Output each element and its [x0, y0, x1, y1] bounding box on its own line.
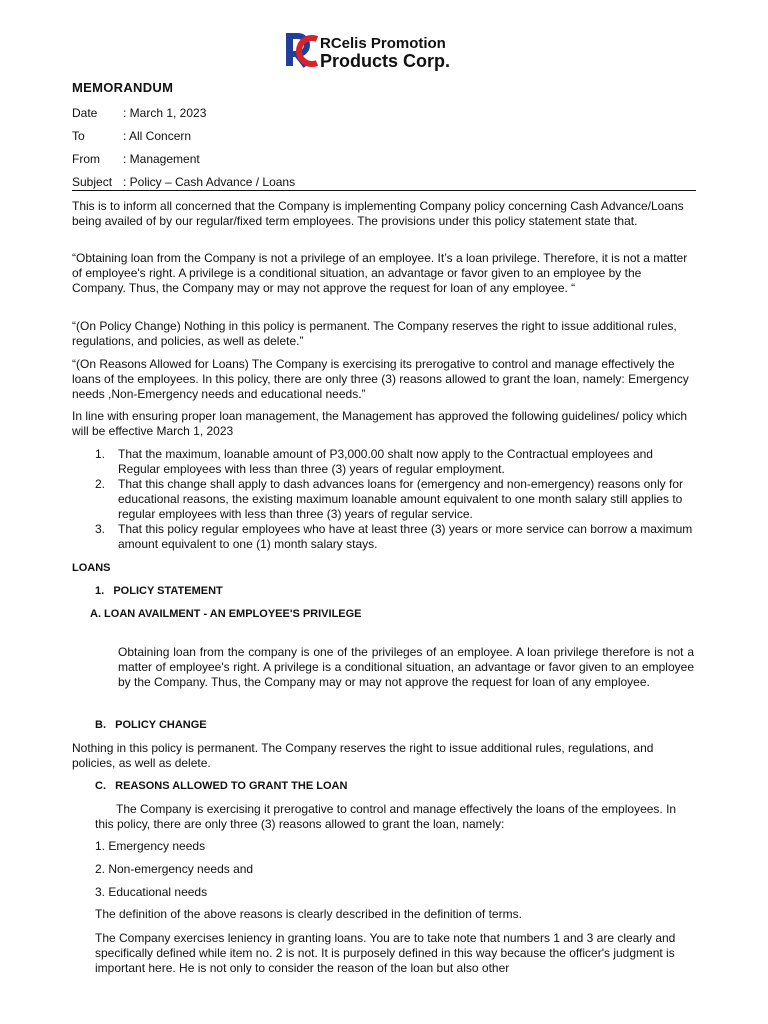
guideline-text: That this policy regular employees who have at least three (3) years or more service can borrow a maximum amount equivalent to one (1) month salary stays. — [118, 522, 693, 551]
reason-item: 3. Educational needs — [95, 885, 208, 899]
leniency-paragraph: The Company exercises leniency in granting loans. You are to take note that numbers 1 and 3 are clearly and specifically defined while item no. 2 is not. It is purposely defined in this way because the officer's judgment is important here. He is not only to consider the reason of the loan but also other — [95, 931, 676, 975]
date-value: : March 1, 2023 — [123, 106, 207, 120]
reason-item: 1. Emergency needs — [95, 839, 206, 853]
logo-line-1: RCelis Promotion — [320, 35, 446, 52]
policy-statement-heading: 1. POLICY STATEMENT — [95, 585, 223, 597]
guideline-number: 2. — [95, 477, 106, 491]
intro-paragraph: This is to inform all concerned that the Company is implementing Company policy concerning Cash Advance/Loans being availed of by our regular/fixed term employees. The provisions under this policy statement state that. — [72, 199, 684, 228]
subject-label: Subject — [72, 175, 113, 189]
policy-change-text: Nothing in this policy is permanent. The Company reserves the right to issue additional rules, regulations, and policies, as well as delete. — [72, 741, 654, 770]
logo-line-2: Products Corp. — [320, 51, 451, 71]
loan-availment-heading: A. LOAN AVAILMENT - AN EMPLOYEE'S PRIVILEGE — [90, 608, 362, 620]
guideline-item — [95, 477, 695, 522]
company-logo — [284, 33, 514, 73]
guideline-text: That this change shall apply to dash advances loans for (emergency and non-emergency) reasons only for educational reasons, the existing maximum loanable amount equivalent to one month salary still applies to regular employees with less than three (3) years of regular service. — [118, 477, 683, 521]
guideline-item — [95, 522, 695, 552]
guideline-text: That the maximum, loanable amount of P3,000.00 shalt now apply to the Contractual employees and Regular employees with less than three (3) years of regular employment. — [118, 447, 653, 476]
guidelines-intro: In line with ensuring proper loan management, the Management has approved the following guidelines/ policy which will be effective March 1, 2023 — [72, 409, 688, 438]
policy-change-quote: “(On Policy Change) Nothing in this policy is permanent. The Company reserves the right to issue additional rules, regulations, and policies, as well as delete.” — [72, 319, 677, 348]
guideline-item — [95, 447, 695, 477]
loan-availment-text: Obtaining loan from the company is one of the privileges of an employee. A loan privilege therefore is not a matter of employee's right. A privilege is a conditional situation, an advantage or favor given to an employee by the Company. Thus, the Company may or may not approve the request for loan of any employee. — [118, 645, 694, 689]
guideline-number: 1. — [95, 447, 106, 461]
policy-change-heading: B. POLICY CHANGE — [95, 719, 207, 731]
subject-value: : Policy – Cash Advance / Loans — [123, 175, 296, 189]
to-value: : All Concern — [123, 129, 192, 143]
to-label: To — [72, 129, 85, 143]
privilege-quote: “Obtaining loan from the Company is not a privilege of an employee. It’s a loan privilege. Therefore, it is not a matter of employee's right. A privilege is a conditional situation, an advantage or favor given to an employee by the Company. Thus, the Company may or may not approve the request for loan of any employee. “ — [72, 251, 688, 295]
memo-title: MEMORANDUM — [72, 80, 174, 95]
reason-item: 2. Non-emergency needs and — [95, 862, 254, 876]
reasons-quote: “(On Reasons Allowed for Loans) The Company is exercising its prerogative to control and manage effectively the loans of the employees. In this policy, there are only three (3) reasons allowed to grant the loan, namely: Emergency needs ,Non-Emergency needs and educational needs.” — [72, 357, 689, 401]
reasons-heading: C. REASONS ALLOWED TO GRANT THE LOAN — [95, 780, 348, 792]
header-divider — [72, 190, 696, 191]
definition-note: The definition of the above reasons is clearly described in the definition of terms. — [95, 907, 522, 921]
date-label: Date — [72, 106, 98, 120]
guidelines-list — [95, 447, 695, 552]
from-label: From — [72, 152, 100, 166]
guideline-number: 3. — [95, 522, 106, 536]
loans-heading: LOANS — [72, 562, 111, 574]
reasons-text: The Company is exercising it prerogative to control and manage effectively the loans of the employees. In this policy, there are only three (3) reasons allowed to grant the loan, namely: — [95, 802, 677, 831]
rc-logo-icon — [284, 33, 318, 69]
from-value: : Management — [123, 152, 200, 166]
